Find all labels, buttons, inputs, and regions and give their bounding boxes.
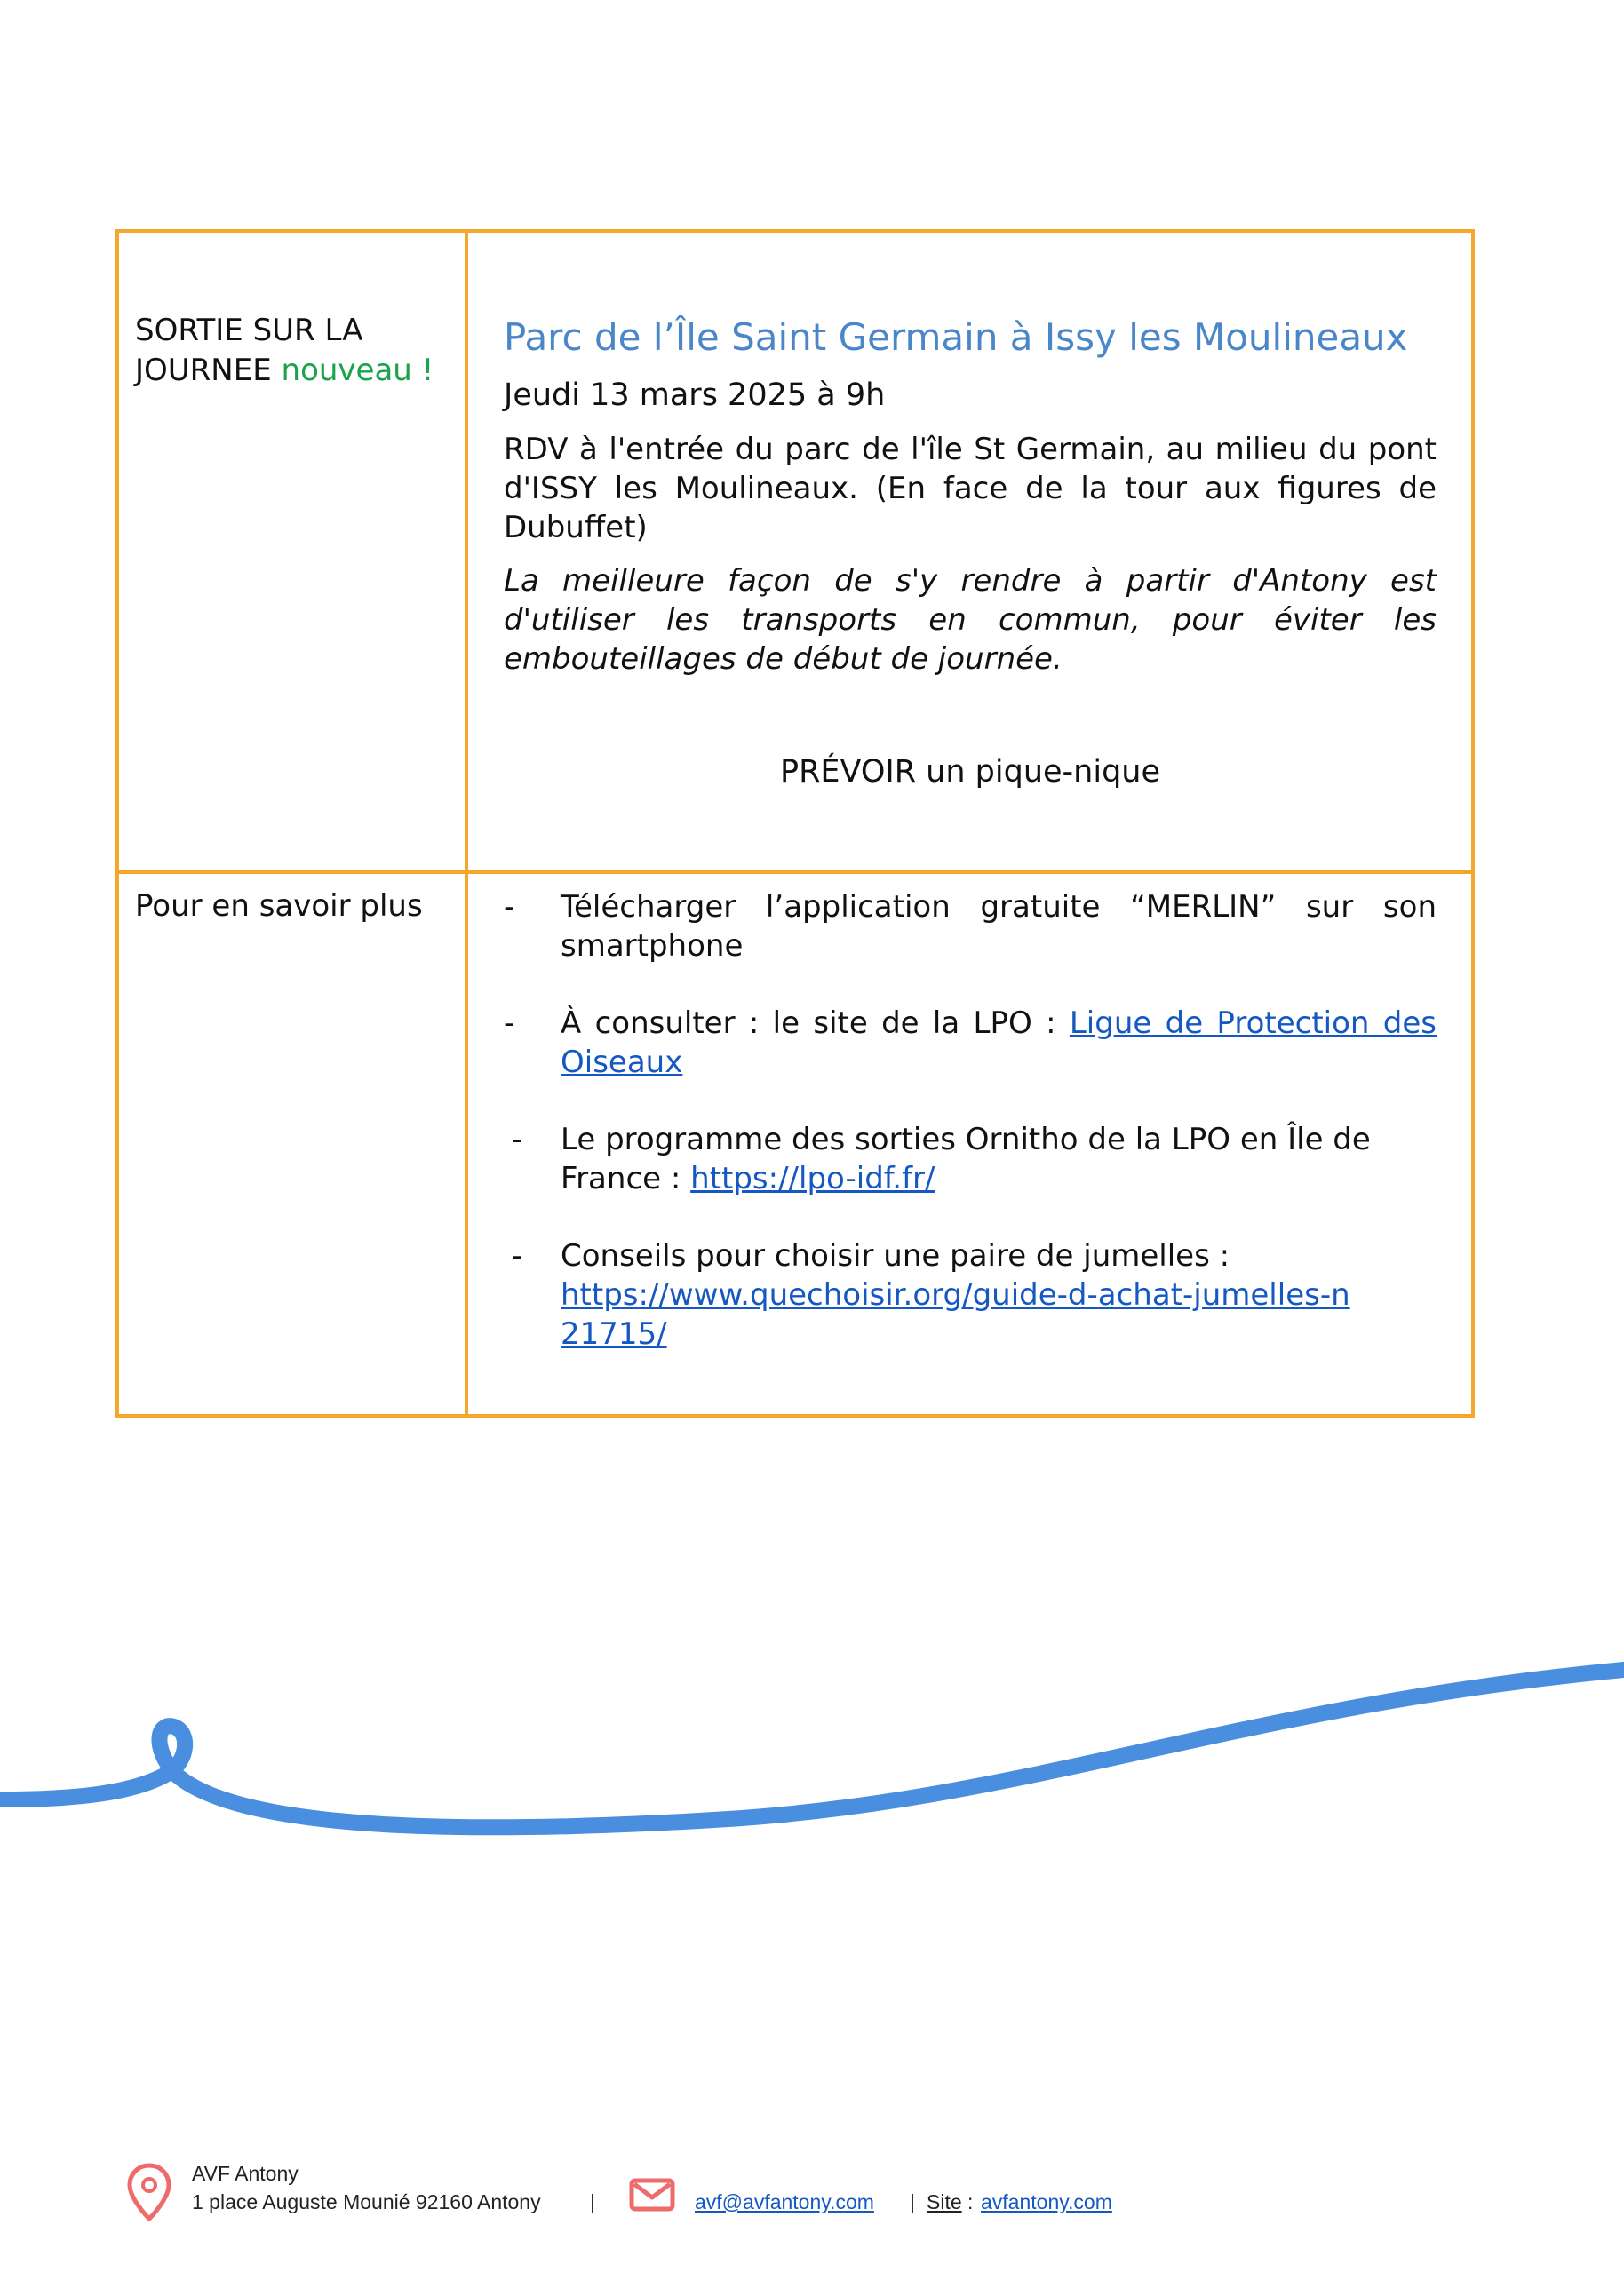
row1-label-line1: SORTIE SUR LA xyxy=(135,313,363,348)
list-item xyxy=(504,887,1437,965)
row2-label: Pour en savoir plus xyxy=(135,888,423,924)
org-name: AVF Antony xyxy=(192,2162,299,2185)
bullet-dash: - xyxy=(504,889,515,925)
bullet-dash: - xyxy=(511,1238,523,1274)
site-link[interactable]: avfantony.com xyxy=(981,2190,1112,2213)
mail-icon xyxy=(629,2178,675,2212)
event-title: Parc de l’Île Saint Germain à Issy les Moulineaux xyxy=(504,315,1408,359)
list-item xyxy=(504,1120,1437,1198)
list-item xyxy=(504,1236,1437,1354)
bullet-dash: - xyxy=(511,1122,523,1157)
email-link[interactable]: avf@avfantony.com xyxy=(695,2190,874,2213)
lpo-idf-link[interactable]: https://lpo-idf.fr/ xyxy=(690,1161,935,1196)
column-divider xyxy=(465,233,468,1414)
row1-label-line2: JOURNEE nouveau ! xyxy=(135,353,434,388)
decorative-wave xyxy=(0,1643,1624,1856)
program-prefix: Le programme des sorties Ornitho de la LPO en Île de France : xyxy=(561,1122,1371,1196)
location-pin-icon xyxy=(124,2162,174,2224)
merlin-text: Télécharger l’application gratuite “MERLIN” sur son smartphone xyxy=(561,889,1437,964)
site-label: Site : xyxy=(927,2190,974,2213)
list-item xyxy=(504,1004,1437,1082)
event-date: Jeudi 13 mars 2025 à 9h xyxy=(504,377,886,413)
info-list xyxy=(504,887,1437,1392)
footer xyxy=(0,2149,1624,2238)
org-address: 1 place Auguste Mounié 92160 Antony xyxy=(192,2190,541,2213)
prevoir-note: PRÉVOIR un pique-nique xyxy=(779,754,1160,790)
row-divider xyxy=(119,870,1471,874)
binoculars-prefix: Conseils pour choisir une paire de jumelles : xyxy=(561,1238,1230,1274)
lpo-prefix: À consulter : le site de la LPO : xyxy=(561,1005,1070,1041)
quechoisir-link[interactable]: https://www.quechoisir.org/guide-d-achat-jumelles-n21715/ xyxy=(561,1277,1350,1352)
row1-label xyxy=(135,311,434,391)
event-table xyxy=(115,229,1475,1418)
bullet-dash: - xyxy=(504,1005,515,1041)
new-badge: nouveau ! xyxy=(281,353,434,388)
separator: | xyxy=(590,2190,595,2213)
lpo-link[interactable]: Ligue de Protection des Oiseaux xyxy=(561,1005,1437,1080)
meeting-point: RDV à l'entrée du parc de l'île St Germain, au milieu du pont d'ISSY les Moulineaux. (En face de la tour aux figures de Dubuffet) xyxy=(504,432,1437,545)
transport-note: La meilleure façon de s'y rendre à partir d'Antony est d'utiliser les transports en commun, pour éviter les embouteillages de début de journée. xyxy=(504,563,1437,677)
separator: | xyxy=(910,2190,915,2213)
